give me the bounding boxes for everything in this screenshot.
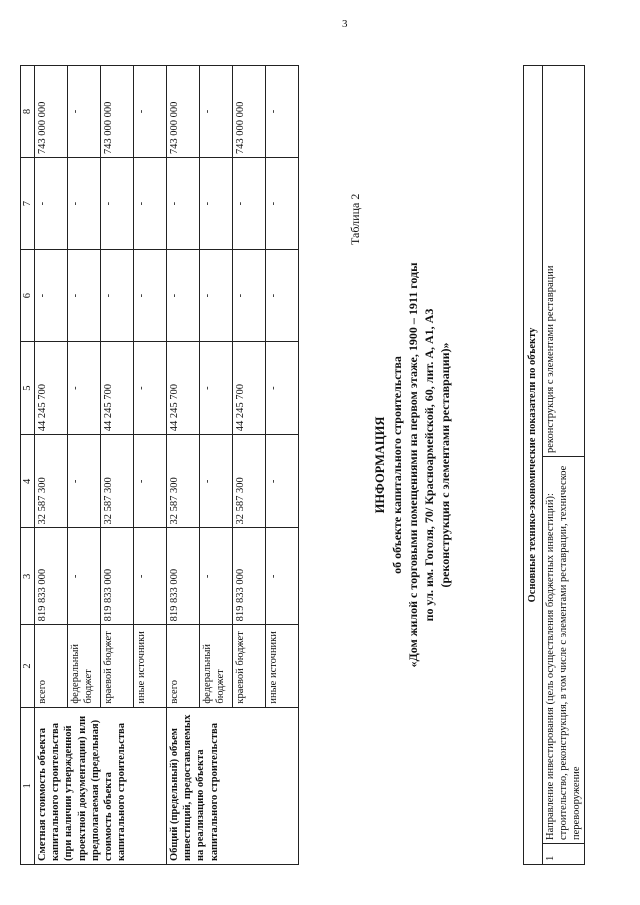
- indicator-label: Направление инвестирования (цель осуществления бюджетных инвестиций): строительство, реконструкция, в том числе с элементами реставрации, техническое перевооружение: [543, 457, 585, 844]
- indicator-label: Общий (предельный) объем инвестиций, предоставляемых на реализацию объекта капитального строительства: [167, 707, 299, 864]
- value-cell: -: [68, 528, 101, 625]
- table-caption-row: [524, 66, 543, 865]
- value-cell: 819 833 000: [35, 528, 68, 625]
- value-cell: 32 587 300: [35, 435, 68, 528]
- value-cell: 819 833 000: [167, 528, 200, 625]
- header-cell: 5: [21, 342, 35, 435]
- value-cell: 44 245 700: [233, 342, 266, 435]
- value-cell: -: [167, 158, 200, 250]
- source-cell: краевой бюджет: [233, 625, 266, 707]
- object-name-line: (реконструкция с элементами реставрации)»: [438, 342, 453, 588]
- value-cell: -: [266, 342, 299, 435]
- value-cell: -: [266, 66, 299, 158]
- value-cell: -: [233, 250, 266, 342]
- value-cell: -: [68, 435, 101, 528]
- indicator-value: реконструкция с элементами реставрации: [543, 66, 585, 457]
- value-cell: 819 833 000: [233, 528, 266, 625]
- table-row: [543, 66, 585, 865]
- source-cell: краевой бюджет: [101, 625, 134, 707]
- indicator-label: Сметная стоимость объекта капитального строительства (при наличии утвержденной проектной документации) или предполагаемая (предельная) стоимость объекта капитального строительства: [35, 707, 167, 864]
- value-cell: 32 587 300: [167, 435, 200, 528]
- value-cell: -: [134, 250, 167, 342]
- source-cell: иные источники: [134, 625, 167, 707]
- value-cell: 44 245 700: [101, 342, 134, 435]
- value-cell: -: [68, 250, 101, 342]
- investment-table: [20, 65, 299, 865]
- source-cell: федеральный бюджет: [200, 625, 233, 707]
- value-cell: -: [200, 435, 233, 528]
- table-caption: Основные технико-экономические показатели по объекту: [524, 66, 543, 865]
- value-cell: -: [134, 528, 167, 625]
- value-cell: -: [266, 158, 299, 250]
- rotated-page-content: [20, 25, 620, 865]
- table-label: Таблица 2: [348, 193, 362, 245]
- value-cell: -: [134, 158, 167, 250]
- value-cell: -: [200, 250, 233, 342]
- table-header-row: [21, 66, 35, 865]
- value-cell: 743 000 000: [35, 66, 68, 158]
- value-cell: -: [200, 528, 233, 625]
- value-cell: -: [266, 435, 299, 528]
- value-cell: -: [134, 66, 167, 158]
- heading-subtitle: об объекте капитального строительства: [389, 356, 404, 574]
- value-cell: -: [35, 158, 68, 250]
- value-cell: -: [200, 66, 233, 158]
- value-cell: 743 000 000: [101, 66, 134, 158]
- value-cell: -: [200, 342, 233, 435]
- value-cell: -: [101, 158, 134, 250]
- value-cell: -: [134, 342, 167, 435]
- value-cell: -: [266, 250, 299, 342]
- value-cell: 32 587 300: [101, 435, 134, 528]
- header-cell: 4: [21, 435, 35, 528]
- object-name-line: по ул. им. Гоголя, 70/ Красноармейской, 60, лит. А, А1, А3: [422, 308, 437, 622]
- value-cell: -: [200, 158, 233, 250]
- value-cell: 32 587 300: [233, 435, 266, 528]
- value-cell: -: [68, 66, 101, 158]
- page-number: 3: [342, 18, 348, 30]
- header-cell: 2: [21, 625, 35, 707]
- header-cell: 6: [21, 250, 35, 342]
- value-cell: -: [134, 435, 167, 528]
- value-cell: -: [167, 250, 200, 342]
- source-cell: федеральный бюджет: [68, 625, 101, 707]
- header-cell: 8: [21, 66, 35, 158]
- table-row: [167, 66, 200, 865]
- value-cell: -: [233, 158, 266, 250]
- header-cell: 7: [21, 158, 35, 250]
- value-cell: -: [68, 158, 101, 250]
- source-cell: всего: [35, 625, 68, 707]
- indicators-table: [523, 65, 585, 865]
- value-cell: -: [68, 342, 101, 435]
- value-cell: 44 245 700: [35, 342, 68, 435]
- value-cell: -: [266, 528, 299, 625]
- value-cell: 819 833 000: [101, 528, 134, 625]
- value-cell: 743 000 000: [167, 66, 200, 158]
- source-cell: всего: [167, 625, 200, 707]
- source-cell: иные источники: [266, 625, 299, 707]
- header-cell: 3: [21, 528, 35, 625]
- table-row: [35, 66, 68, 865]
- value-cell: -: [101, 250, 134, 342]
- value-cell: 44 245 700: [167, 342, 200, 435]
- header-cell: 1: [21, 707, 35, 864]
- row-number: 1: [543, 844, 585, 865]
- section-heading: [372, 65, 454, 865]
- value-cell: -: [35, 250, 68, 342]
- heading-title: ИНФОРМАЦИЯ: [373, 416, 387, 514]
- object-name-line: «Дом жилой с торговыми помещениями на первом этаже, 1900 – 1911 годы: [406, 262, 421, 668]
- value-cell: 743 000 000: [233, 66, 266, 158]
